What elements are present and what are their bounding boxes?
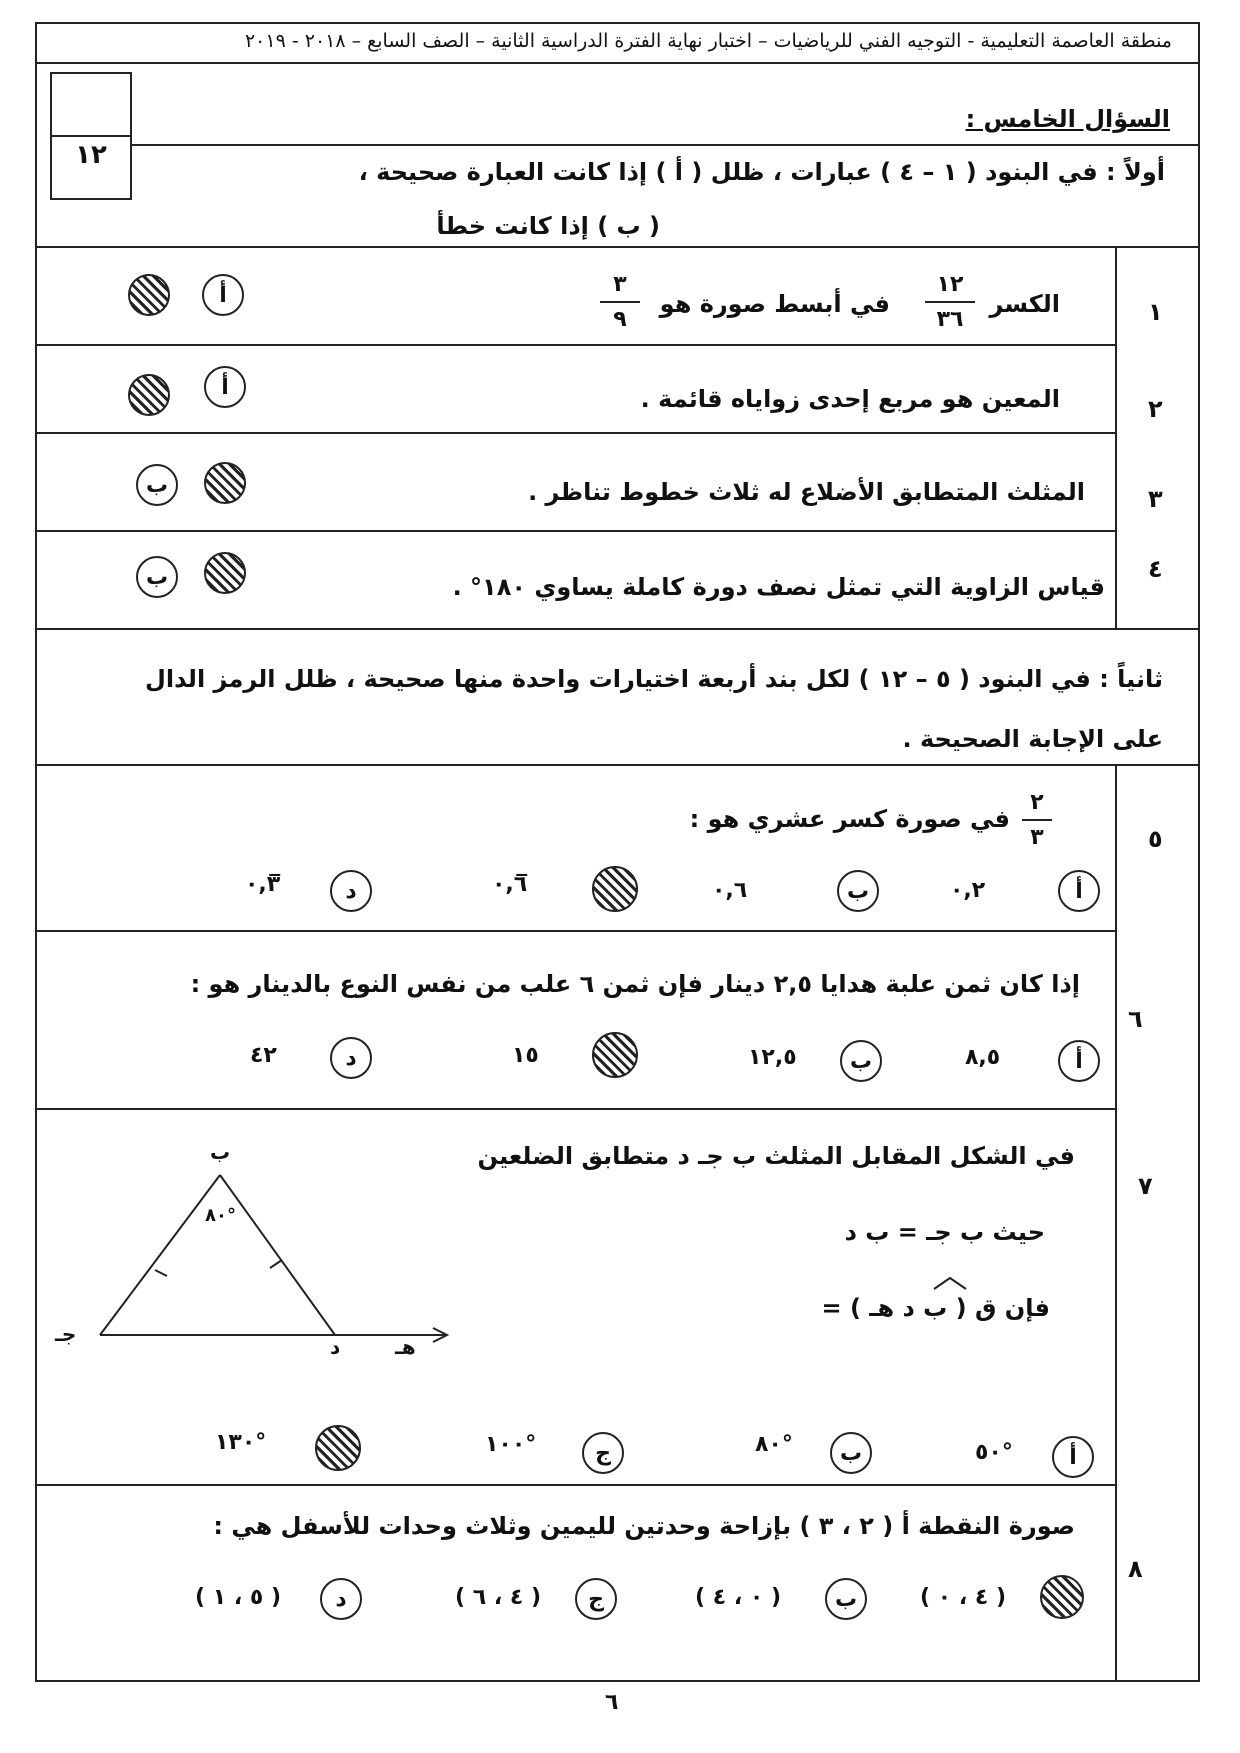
item-text: في أبسط صورة هو: [659, 290, 890, 318]
option-value: ٨٠°: [755, 1432, 793, 1457]
option-d-bubble-shaded[interactable]: [315, 1425, 361, 1471]
fraction-numerator: ٢: [1030, 790, 1044, 815]
option-value: ٤٢: [250, 1043, 277, 1068]
fraction-numerator: ١٢: [936, 272, 964, 297]
item-text: في الشكل المقابل المثلث ب جـ د متطابق الضلعين: [477, 1142, 1075, 1170]
part1-line1: أولاً : في البنود ( ١ – ٤ ) عبارات ، ظلل ( أ ) إذا كانت العبارة صحيحة ،: [358, 158, 1165, 186]
angle-label: ٨٠°: [205, 1205, 236, 1226]
arc-symbol: [930, 1275, 970, 1291]
option-value: ( ٤ ، ٠ ): [920, 1585, 1006, 1610]
option-value: ٠,٦̅: [492, 872, 528, 897]
question-title: السؤال الخامس :: [965, 105, 1170, 133]
option-value: ( ٠ ، ٤ ): [695, 1585, 781, 1610]
item-text: فإن ق ( ب د هـ ) =: [821, 1294, 1050, 1322]
option-c-bubble[interactable]: ج: [575, 1578, 617, 1620]
part2-line2: على الإجابة الصحيحة .: [902, 725, 1163, 753]
item-text: حيث ب جـ = ب د: [844, 1218, 1045, 1246]
fraction-12-36: [925, 272, 975, 332]
page-number: ٦: [605, 1690, 619, 1715]
option-a-bubble[interactable]: أ: [1058, 1040, 1100, 1082]
title-rule: [132, 144, 1198, 146]
fraction-denominator: ٩: [613, 307, 627, 332]
item-number: ٧: [1138, 1172, 1153, 1200]
item-text: الكسر: [989, 290, 1060, 318]
frame-bottom: [35, 1680, 1200, 1682]
option-c-bubble[interactable]: ج: [582, 1432, 624, 1474]
option-c-bubble-shaded[interactable]: [592, 866, 638, 912]
row-sep: [35, 1108, 1117, 1110]
frame-right: [1198, 22, 1200, 1682]
option-a-bubble[interactable]: أ: [202, 274, 244, 316]
header-rule-top: [35, 22, 1200, 24]
option-value: ٠,٦: [712, 878, 748, 903]
page-header: منطقة العاصمة التعليمية - التوجيه الفني للرياضيات – اختبار نهاية الفترة الدراسية الثانية – الصف السابع – ٢٠١٨ - ٢٠١٩: [244, 30, 1172, 52]
option-value: ١٣٠°: [215, 1430, 267, 1455]
option-d-bubble[interactable]: د: [320, 1578, 362, 1620]
item-text: إذا كان ثمن علبة هدايا ٢,٥ دينار فإن ثمن ٦ علب من نفس النوع بالدينار هو :: [190, 970, 1080, 998]
item-number: ٣: [1148, 485, 1163, 513]
option-value: ٥٠°: [975, 1440, 1013, 1465]
num-col-sep: [1115, 246, 1117, 630]
item-number: ٤: [1148, 555, 1163, 583]
triangle-figure: [60, 1150, 480, 1350]
option-c-bubble-shaded[interactable]: [592, 1032, 638, 1078]
vertex-label-j: جـ: [55, 1322, 77, 1346]
item-text: في صورة كسر عشري هو :: [689, 805, 1010, 833]
option-b-bubble-shaded[interactable]: [128, 274, 170, 316]
option-b-bubble[interactable]: ب: [830, 1432, 872, 1474]
item-number: ١: [1148, 298, 1163, 326]
option-b-bubble-shaded[interactable]: [128, 374, 170, 416]
part2-line1: ثانياً : في البنود ( ٥ – ١٢ ) لكل بند أربعة اختيارات واحدة منها صحيحة ، ظلل الرمز الدال: [145, 665, 1163, 693]
option-value: ٠,٣̅: [245, 872, 281, 897]
fraction-numerator: ٣: [613, 272, 627, 297]
fraction-denominator: ٣٦: [936, 307, 964, 332]
row-sep: [35, 764, 1200, 766]
option-a-bubble[interactable]: أ: [1052, 1436, 1094, 1478]
option-d-bubble[interactable]: د: [330, 870, 372, 912]
row-sep: [35, 344, 1117, 346]
item-number: ٢: [1148, 395, 1163, 423]
item-number: ٦: [1128, 1005, 1143, 1033]
option-d-bubble[interactable]: د: [330, 1037, 372, 1079]
row-sep: [35, 930, 1117, 932]
option-value: ١٥: [512, 1043, 539, 1068]
option-a-bubble[interactable]: أ: [204, 366, 246, 408]
fraction-2-3: [1022, 790, 1052, 850]
part1-line2: ( ب ) إذا كانت خطأ: [436, 212, 660, 240]
fraction-3-9: [600, 272, 640, 332]
vertex-label-d: د: [330, 1335, 341, 1359]
item-text: قياس الزاوية التي تمثل نصف دورة كاملة يساوي ١٨٠° .: [452, 573, 1105, 601]
frame-left: [35, 22, 37, 1682]
row-sep: [35, 530, 1117, 532]
option-a-bubble-shaded[interactable]: [204, 552, 246, 594]
row-sep: [35, 432, 1117, 434]
score-box-divider: [50, 135, 132, 137]
option-value: ( ٤ ، ٦ ): [455, 1585, 541, 1610]
vertex-label-h: هـ: [395, 1335, 416, 1359]
option-value: ٠,٢: [950, 878, 986, 903]
fraction-denominator: ٣: [1030, 825, 1044, 850]
score-value: ١٢: [75, 140, 107, 170]
option-b-bubble[interactable]: ب: [136, 464, 178, 506]
vertex-label-b: ب: [210, 1140, 231, 1164]
option-value: ٨,٥: [965, 1045, 1001, 1070]
item-number: ٥: [1148, 825, 1163, 853]
option-a-bubble-shaded[interactable]: [204, 462, 246, 504]
item-text: المعين هو مربع إحدى زواياه قائمة .: [640, 385, 1060, 413]
option-b-bubble[interactable]: ب: [837, 870, 879, 912]
option-value: ١٢,٥: [748, 1045, 797, 1070]
item-text: المثلث المتطابق الأضلاع له ثلاث خطوط تناظر .: [528, 478, 1085, 506]
row-sep: [35, 246, 1200, 248]
option-b-bubble[interactable]: ب: [825, 1578, 867, 1620]
option-value: ١٠٠°: [485, 1432, 537, 1457]
option-value: ( ٥ ، ١ ): [195, 1585, 281, 1610]
row-sep: [35, 1484, 1117, 1486]
num-col-sep: [1115, 764, 1117, 1680]
header-rule-bottom: [35, 62, 1200, 64]
item-number: ٨: [1128, 1555, 1143, 1583]
option-b-bubble[interactable]: ب: [136, 556, 178, 598]
option-b-bubble[interactable]: ب: [840, 1040, 882, 1082]
option-a-bubble-shaded[interactable]: [1040, 1575, 1084, 1619]
item-text: صورة النقطة أ ( ٢ ، ٣ ) بإزاحة وحدتين لليمين وثلاث وحدات للأسفل هي :: [213, 1512, 1075, 1540]
row-sep: [35, 628, 1200, 630]
option-a-bubble[interactable]: أ: [1058, 870, 1100, 912]
